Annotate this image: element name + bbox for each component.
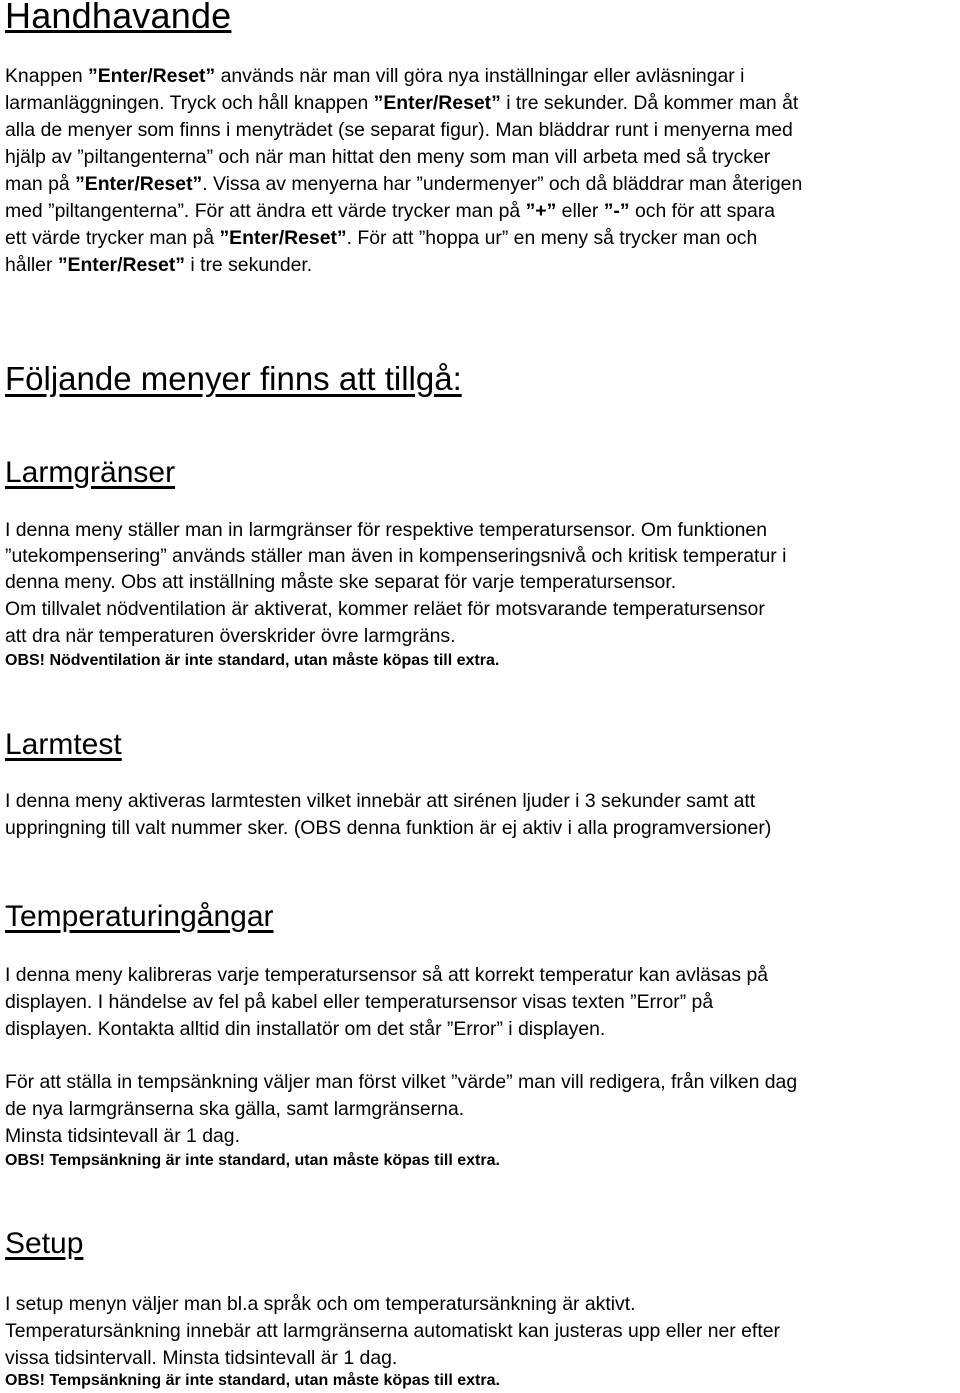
plus-term: ”+”: [525, 200, 557, 222]
text-span: . Vissa av menyerna har ”undermenyer” och då bläddrar man återigen: [202, 173, 803, 195]
enter-reset-term: ”Enter/Reset”: [57, 254, 185, 276]
intro-line-8: [5, 252, 312, 279]
temperaturingangar-heading: Temperaturingångar: [5, 900, 274, 933]
larmgranser-line-4: Om tillvalet nödventilation är aktiverat, kommer reläet för motsvarande temperatursensor: [5, 598, 765, 620]
temperaturingangar-line-1: I denna meny kalibreras varje temperatursensor så att korrekt temperatur kan avläsas på: [5, 964, 769, 986]
enter-reset-term: ”Enter/Reset”: [373, 92, 501, 114]
intro-line-4: hjälp av ”piltangenterna” och när man hittat den meny som man vill arbeta med så trycker: [5, 146, 771, 168]
intro-line-7: [5, 225, 757, 252]
intro-line-3: alla de menyer som finns i menyträdet (se separat figur). Man bläddrar runt i menyerna med: [5, 119, 793, 141]
setup-line-1: I setup menyn väljer man bl.a språk och om temperatursänkning är aktivt.: [5, 1293, 636, 1315]
text-span: och för att spara: [629, 200, 776, 222]
text-span: eller: [556, 200, 604, 222]
setup-line-3: vissa tidsintervall. Minsta tidsintevall är 1 dag.: [5, 1347, 398, 1369]
larmgranser-line-1: I denna meny ställer man in larmgränser för respektive temperatursensor. Om funktionen: [5, 519, 767, 541]
text-span: i tre sekunder.: [185, 254, 313, 276]
text-span: ett värde trycker man på: [5, 227, 220, 249]
intro-line-6: [5, 198, 775, 225]
text-span: används när man vill göra nya inställningar eller avläsningar i: [215, 65, 745, 87]
temperaturingangar-line-6: Minsta tidsintevall är 1 dag.: [5, 1125, 240, 1147]
text-span: håller: [5, 254, 58, 276]
temperaturingangar-obs-note: OBS! Tempsänkning är inte standard, utan måste köpas till extra.: [5, 1152, 500, 1169]
text-span: . För att ”hoppa ur” en meny så trycker man och: [346, 227, 758, 249]
intro-line-2: [5, 90, 798, 117]
enter-reset-term: ”Enter/Reset”: [75, 173, 203, 195]
larmtest-line-1: I denna meny aktiveras larmtesten vilket innebär att sirénen ljuder i 3 sekunder samt att: [5, 790, 756, 812]
text-span: med ”piltangenterna”. För att ändra ett värde trycker man på: [5, 200, 526, 222]
page-title: Handhavande: [5, 0, 232, 36]
minus-term: ”-”: [603, 200, 630, 222]
text-span: larmanläggningen. Tryck och håll knappen: [5, 92, 374, 114]
text-span: man på: [5, 173, 76, 195]
temperaturingangar-line-5: de nya larmgränserna ska gälla, samt larmgränserna.: [5, 1098, 465, 1120]
larmgranser-line-5: att dra när temperaturen överskrider övre larmgräns.: [5, 625, 456, 647]
temperaturingangar-line-3: displayen. Kontakta alltid din installatör om det står ”Error” i displayen.: [5, 1018, 606, 1040]
larmtest-line-2: uppringning till valt nummer sker. (OBS denna funktion är ej aktiv i alla programversioner): [5, 817, 772, 839]
larmgranser-obs-note: OBS! Nödventilation är inte standard, utan måste köpas till extra.: [5, 652, 500, 669]
text-span: i tre sekunder. Då kommer man åt: [500, 92, 799, 114]
larmgranser-line-2: ”utekompensering” används ställer man även in kompenseringsnivå och kritisk temperatur i: [5, 545, 787, 567]
setup-obs-note: OBS! Tempsänkning är inte standard, utan måste köpas till extra.: [5, 1372, 500, 1389]
text-span: Knappen: [5, 65, 89, 87]
setup-heading: Setup: [5, 1227, 84, 1260]
menus-heading: Följande menyer finns att tillgå:: [5, 360, 462, 397]
temperaturingangar-line-4: För att ställa in tempsänkning väljer man först vilket ”värde” man vill redigera, från vilken dag: [5, 1071, 798, 1093]
temperaturingangar-line-2: displayen. I händelse av fel på kabel eller temperatursensor visas texten ”Error” på: [5, 991, 714, 1013]
larmtest-heading: Larmtest: [5, 728, 122, 761]
enter-reset-term: ”Enter/Reset”: [88, 65, 216, 87]
larmgranser-line-3: denna meny. Obs att inställning måste ske separat för varje temperatursensor.: [5, 571, 677, 593]
enter-reset-term: ”Enter/Reset”: [219, 227, 347, 249]
intro-line-5: [5, 171, 802, 198]
larmgranser-heading: Larmgränser: [5, 456, 176, 489]
setup-line-2: Temperatursänkning innebär att larmgränserna automatiskt kan justeras upp eller ner efter: [5, 1320, 780, 1342]
intro-line-1: [5, 63, 744, 90]
